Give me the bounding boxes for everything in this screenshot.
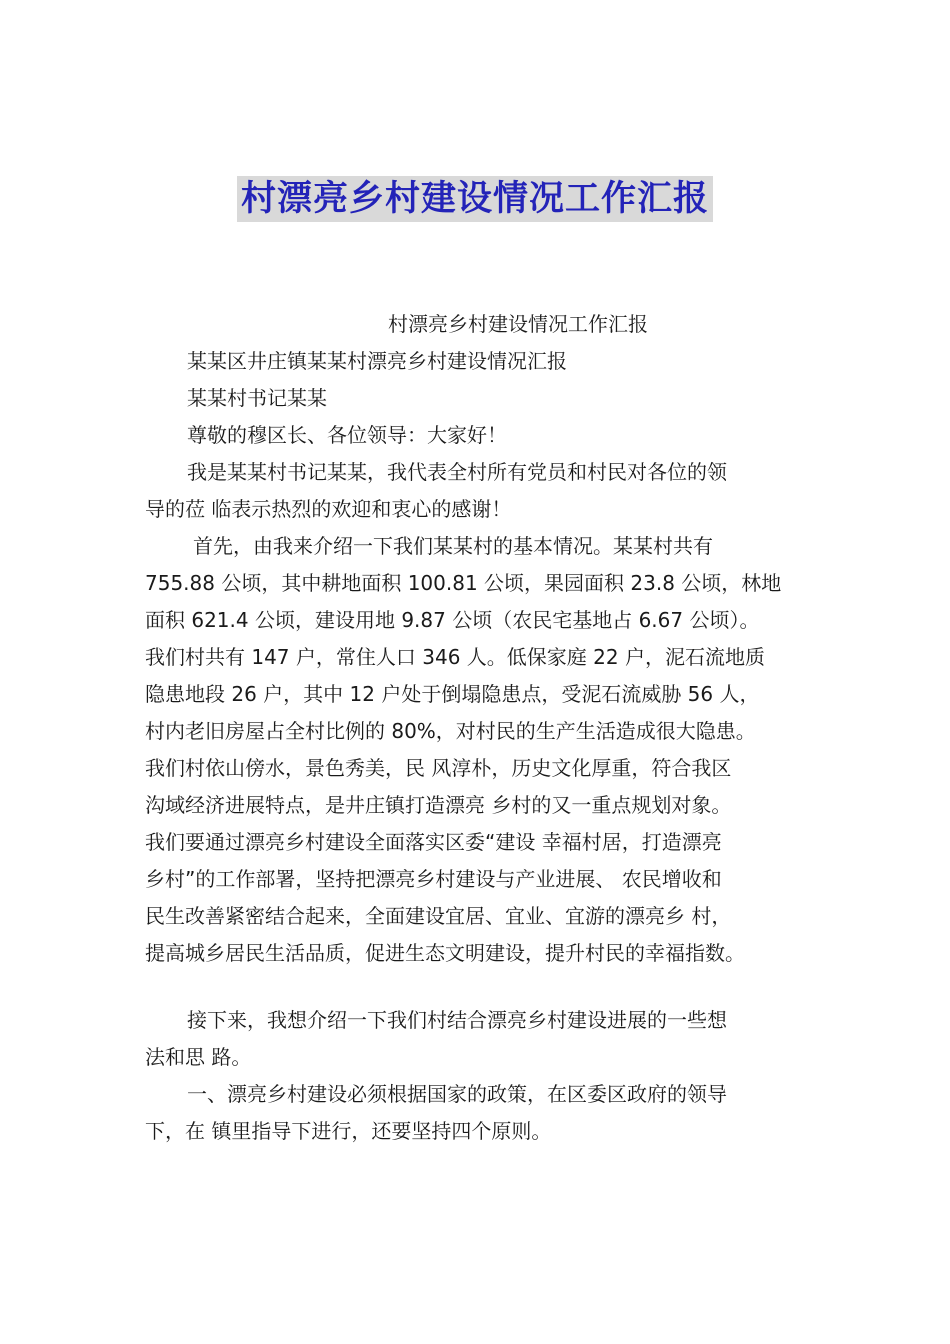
- paragraph-line: 乡村”的工作部署，坚持把漂亮乡村建设与产业进展、 农民增收和: [145, 867, 722, 891]
- paragraph-line: 面积 621.4 公顷，建设用地 9.87 公顷（农民宅基地占 6.67 公顷）。: [145, 608, 760, 632]
- paragraph-line: 我们村共有 147 户，常住人口 346 人。低保家庭 22 户，泥石流地质: [145, 645, 765, 669]
- greeting-line: 尊敬的穆区长、各位领导：大家好！: [187, 423, 507, 447]
- paragraph-line: 民生改善紧密结合起来，全面建设宜居、宜业、宜游的漂亮乡 村，: [145, 904, 732, 928]
- paragraph-line: 沟域经济进展特点，是井庄镇打造漂亮 乡村的又一重点规划对象。: [145, 793, 732, 817]
- paragraph-spacer: [145, 972, 815, 1002]
- paragraph-line: 法和思 路。: [145, 1045, 252, 1069]
- paragraph-line: 一、漂亮乡村建设必须根据国家的政策，在区委区政府的领导: [187, 1082, 727, 1106]
- paragraph-line: 接下来，我想介绍一下我们村结合漂亮乡村建设进展的一些想: [187, 1008, 727, 1032]
- paragraph-line: 首先，由我来介绍一下我们某某村的基本情况。某某村共有: [193, 534, 713, 558]
- paragraph-line: 隐患地段 26 户，其中 12 户处于倒塌隐患点，受泥石流威胁 56 人，: [145, 682, 760, 706]
- author-line: 某某村书记某某: [187, 386, 327, 410]
- title-block: [0, 176, 950, 222]
- document-body: [145, 306, 815, 1150]
- document-subtitle: 村漂亮乡村建设情况工作汇报: [388, 312, 648, 336]
- paragraph-line: 下，在 镇里指导下进行，还要坚持四个原则。: [145, 1119, 552, 1143]
- paragraph-line: 755.88 公顷，其中耕地面积 100.81 公顷，果园面积 23.8 公顷，林地: [145, 571, 782, 595]
- paragraph-line: 导的莅 临表示热烈的欢迎和衷心的感谢！: [145, 497, 512, 521]
- document-title: 村漂亮乡村建设情况工作汇报: [237, 176, 713, 222]
- paragraph-line: 提高城乡居民生活品质，促进生态文明建设，提升村民的幸福指数。: [145, 941, 745, 965]
- paragraph-line: 我们村依山傍水，景色秀美，民 风淳朴，历史文化厚重，符合我区: [145, 756, 732, 780]
- report-heading-line: 某某区井庄镇某某村漂亮乡村建设情况汇报: [187, 349, 567, 373]
- paragraph-line: 我是某某村书记某某，我代表全村所有党员和村民对各位的领: [187, 460, 727, 484]
- paragraph-line: 村内老旧房屋占全村比例的 80%，对村民的生产生活造成很大隐患。: [145, 719, 756, 743]
- paragraph-line: 我们要通过漂亮乡村建设全面落实区委“建设 幸福村居，打造漂亮: [145, 830, 722, 854]
